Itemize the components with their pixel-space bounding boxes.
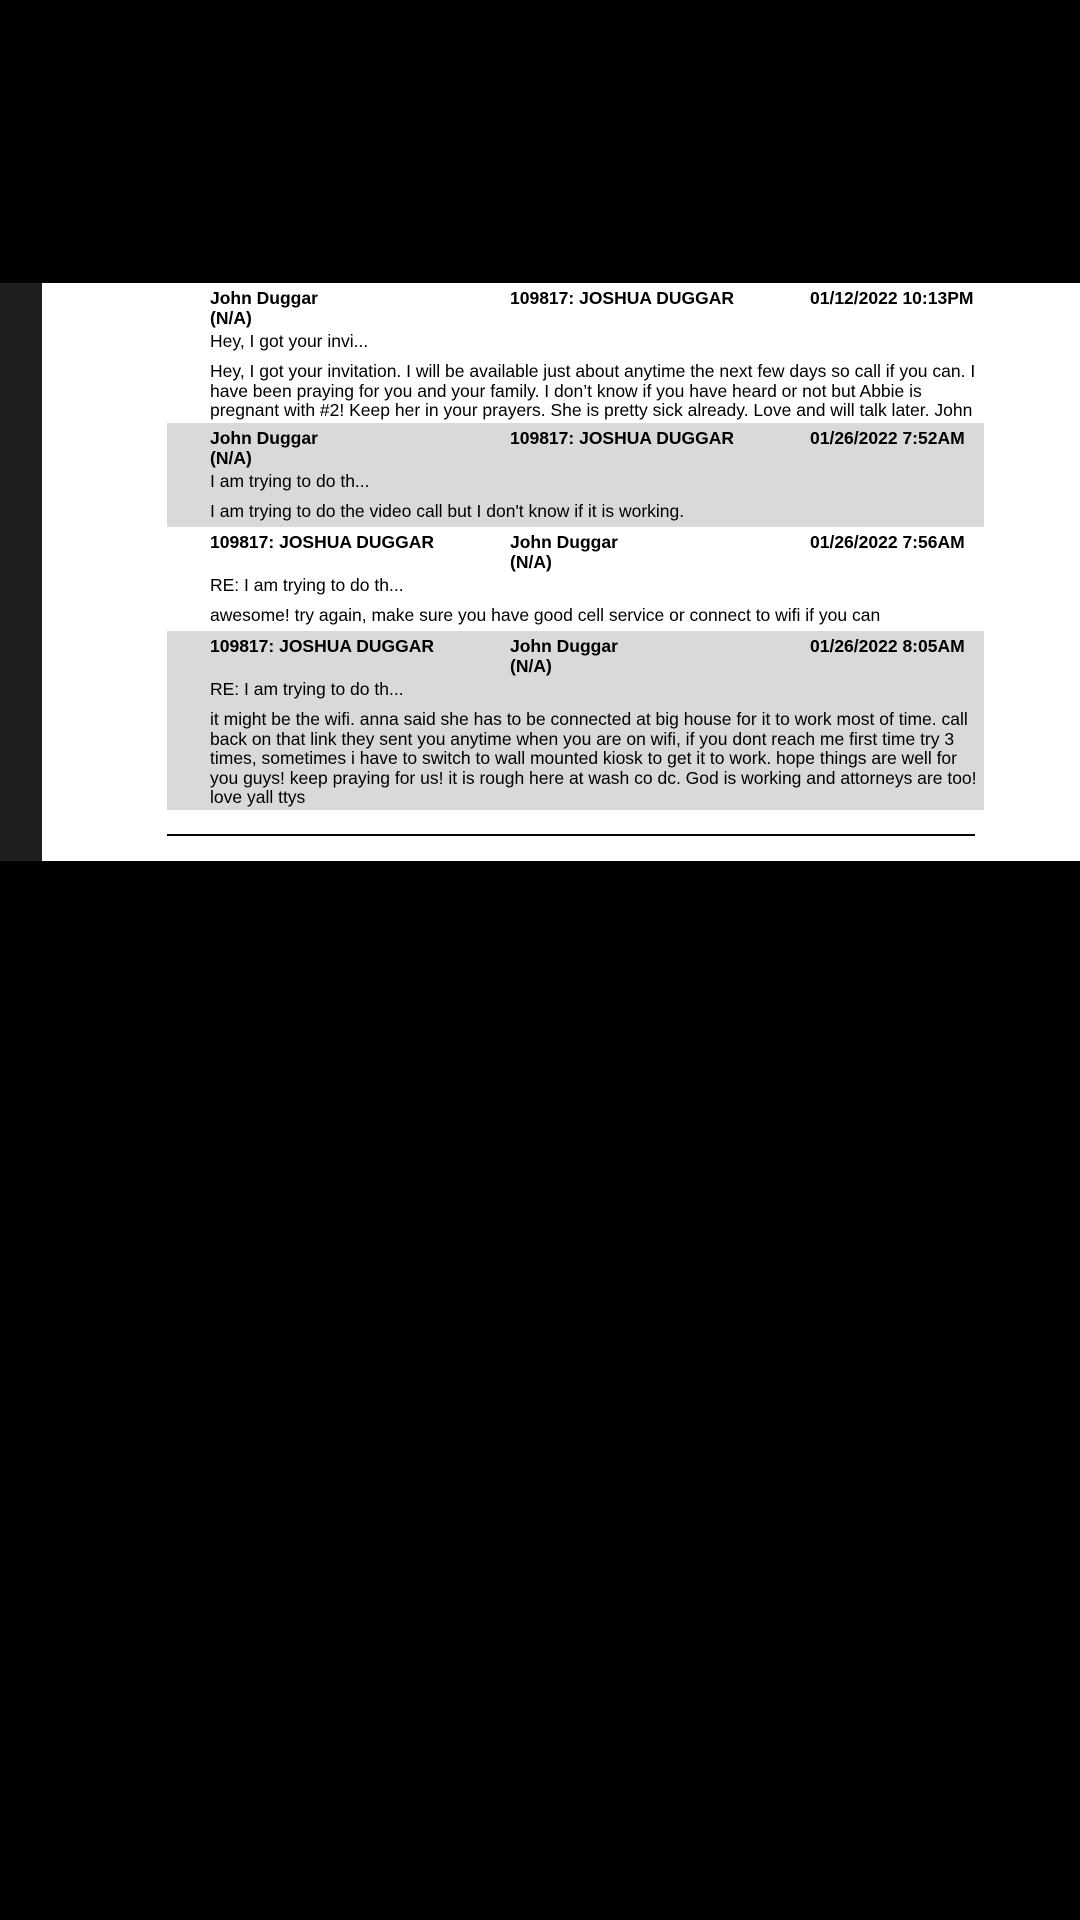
sender: [210, 429, 318, 468]
message-subject: RE: I am trying to do th...: [210, 575, 404, 595]
recipient: [510, 637, 618, 676]
sender: [210, 289, 318, 328]
message-date: 01/26/2022 7:56AM: [810, 532, 965, 552]
message-date: 01/26/2022 8:05AM: [810, 636, 965, 656]
sender: [210, 637, 434, 657]
sender-sub: (N/A): [210, 307, 252, 328]
recipient: [510, 289, 734, 309]
message-date: 01/12/2022 10:13PM: [810, 288, 974, 308]
recipient-name: John Duggar: [510, 532, 618, 552]
message-body: it might be the wifi. anna said she has to be connected at big house for it to work most of time. call back on that link they sent you anytime when you are on wifi, if you dont reach me first time try 3 times, sometimes i have to switch to wall mounted kiosk to get it to work. hope things are well for you guys! keep praying for us! it is rough here at wash co dc. God is working and attorneys are too! love yall ttys: [210, 709, 977, 807]
recipient-name: 109817: JOSHUA DUGGAR: [510, 288, 735, 308]
message-subject: RE: I am trying to do th...: [210, 679, 404, 699]
message-row: [167, 631, 984, 810]
sender: [210, 533, 434, 553]
message-body: awesome! try again, make sure you have good cell service or connect to wifi if you can: [210, 605, 881, 625]
sender-sub: (N/A): [210, 447, 252, 468]
message-row: [167, 423, 984, 527]
recipient-name: John Duggar: [510, 636, 618, 656]
message-row: [167, 283, 984, 423]
recipient: [510, 429, 734, 449]
message-date: 01/26/2022 7:52AM: [810, 428, 965, 448]
sender-name: 109817: JOSHUA DUGGAR: [210, 532, 435, 552]
recipient-name: 109817: JOSHUA DUGGAR: [510, 428, 735, 448]
message-subject: I am trying to do th...: [210, 471, 370, 491]
sender-name: John Duggar: [210, 428, 318, 448]
sender-name: John Duggar: [210, 288, 318, 308]
sender-name: 109817: JOSHUA DUGGAR: [210, 636, 435, 656]
message-subject: Hey, I got your invi...: [210, 331, 369, 351]
recipient: [510, 533, 618, 572]
recipient-sub: (N/A): [510, 655, 552, 676]
left-edge-bar: [0, 283, 42, 861]
message-body: I am trying to do the video call but I don't know if it is working.: [210, 501, 685, 521]
recipient-sub: (N/A): [510, 551, 552, 572]
message-body: Hey, I got your invitation. I will be available just about anytime the next few days so call if you can. I have been praying for you and your family. I don’t know if you have heard or not but Abbie is pregnant with #2! Keep her in your prayers. She is pretty sick already. Love and will talk later. John: [210, 361, 976, 420]
document-page: [0, 283, 1080, 861]
bottom-rule: [167, 834, 975, 836]
message-row: [167, 527, 984, 631]
